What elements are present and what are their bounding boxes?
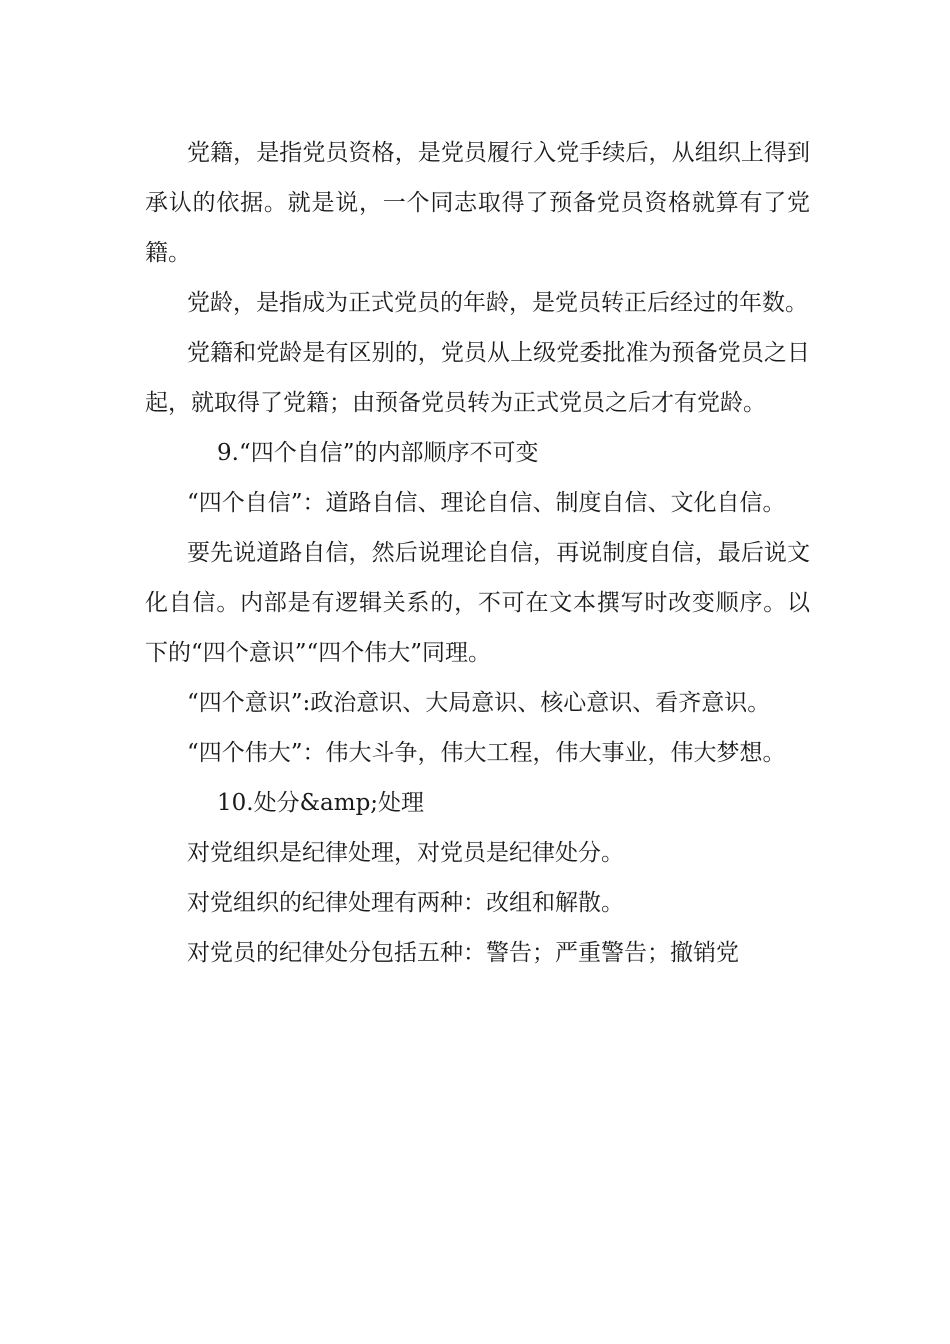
paragraph-membership-vs-age: 党籍和党龄是有区别的，党员从上级党委批准为预备党员之日起，就取得了党籍；由预备党员转为正式党员之后才有党龄。 <box>145 340 810 416</box>
paragraph-four-greats: “四个伟大”：伟大斗争，伟大工程，伟大事业，伟大梦想。 <box>187 740 786 766</box>
paragraph-discipline-definition: 对党组织是纪律处理，对党员是纪律处分。 <box>187 840 624 866</box>
section-heading-four-confidences: 9.“四个自信”的内部顺序不可变 <box>217 440 539 466</box>
paragraph-member-discipline: 对党员的纪律处分包括五种：警告；严重警告；撤销党 <box>187 940 739 966</box>
paragraph-party-age: 党龄，是指成为正式党员的年龄，是党员转正后经过的年数。 <box>187 290 808 316</box>
paragraph-party-membership: 党籍，是指党员资格，是党员履行入党手续后，从组织上得到承认的依据。就是说，一个同志取得了预备党员资格就算有了党籍。 <box>145 140 810 266</box>
document-body <box>145 128 810 978</box>
paragraph-confidence-order: 要先说道路自信，然后说理论自信，再说制度自信，最后说文化自信。内部是有逻辑关系的，不可在文本撰写时改变顺序。以下的“四个意识”“四个伟大”同理。 <box>145 540 810 666</box>
section-heading-discipline: 10.处分&amp;处理 <box>217 790 425 816</box>
paragraph-organization-discipline: 对党组织的纪律处理有两种：改组和解散。 <box>187 890 624 916</box>
paragraph-four-confidences: “四个自信”：道路自信、理论自信、制度自信、文化自信。 <box>187 490 786 516</box>
paragraph-four-consciousness: “四个意识”:政治意识、大局意识、核心意识、看齐意识。 <box>187 690 771 716</box>
